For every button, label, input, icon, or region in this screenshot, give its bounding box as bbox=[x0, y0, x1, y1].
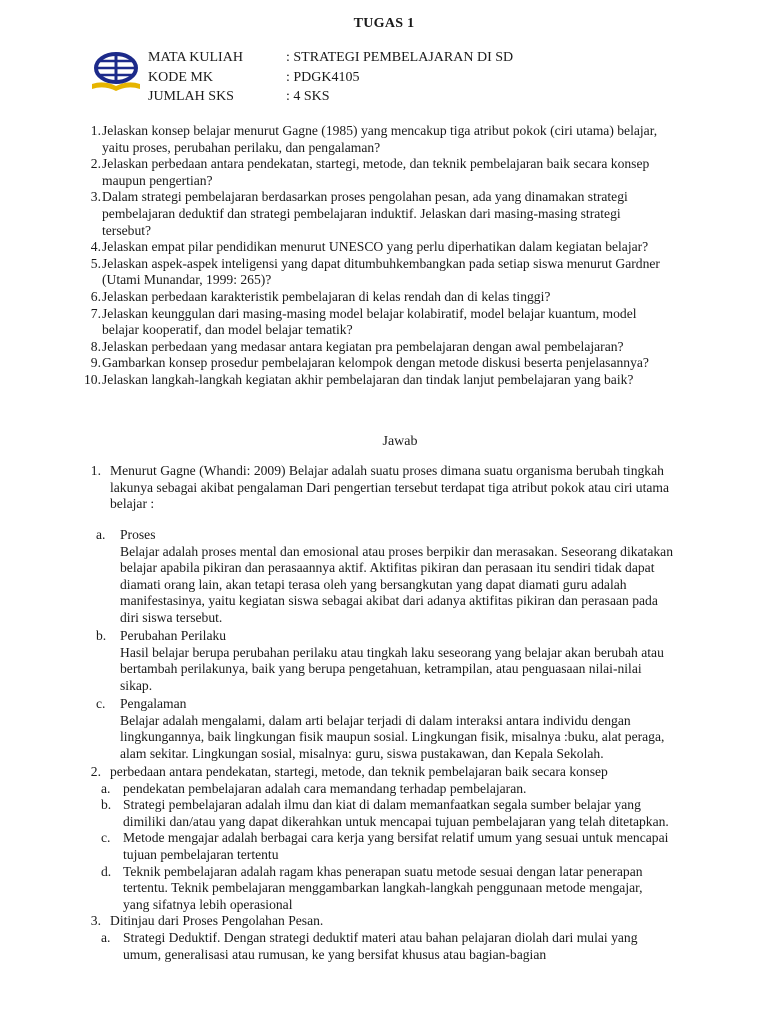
text-line: Jelaskan empat pilar pendidikan menurut UNESCO yang perlu diperhatikan dalam kegiatan belajar? bbox=[102, 239, 649, 255]
subitem-letter: c. bbox=[101, 830, 111, 846]
question-number: 7. bbox=[90, 305, 101, 321]
subitem-text bbox=[123, 781, 762, 798]
answer-text: perbedaan antara pendekatan, startegi, metode, dan teknik pembelajaran baik secara konsep bbox=[110, 764, 608, 779]
subitem-text bbox=[123, 864, 762, 914]
answer-subitem bbox=[101, 781, 762, 798]
question-text bbox=[102, 239, 750, 256]
question-item bbox=[78, 156, 750, 189]
question-text bbox=[102, 156, 750, 189]
text-line: Belajar adalah mengalami, dalam arti belajar terjadi di dalam interaksi antara individu dengan bbox=[120, 712, 631, 728]
text-line: pembelajaran deduktif dan strategi pembelajaran induktif. Jelaskan dari masing-masing strategi bbox=[102, 205, 621, 221]
text-line: diri siswa tersebut. bbox=[120, 609, 223, 625]
text-line: Hasil belajar berupa perubahan perilaku atau tingkah laku seseorang yang belajar akan berubah atau bbox=[120, 644, 664, 660]
subitem-text bbox=[123, 930, 762, 963]
answer-item bbox=[78, 463, 758, 513]
text-line: Teknik pembelajaran adalah ragam khas penerapan suatu metode sesuai dengan latar penerapan bbox=[123, 863, 643, 879]
answer-text bbox=[101, 463, 758, 513]
question-text bbox=[102, 123, 750, 156]
answer-subitem bbox=[101, 797, 762, 830]
text-line: Strategi Deduktif. Dengan strategi deduktif materi atau bahan pelajaran diolah dari mulai yang bbox=[123, 929, 638, 945]
question-item bbox=[78, 123, 750, 156]
subitem-letter: b. bbox=[101, 797, 112, 813]
course-info-label: JUMLAH SKS bbox=[148, 89, 234, 104]
text-line: Metode mengajar adalah berbagai cara kerja yang bersifat relatif umum yang sesuai untuk mencapai bbox=[123, 830, 669, 846]
university-logo bbox=[88, 50, 144, 94]
question-number: 2. bbox=[90, 156, 101, 172]
subitem-title: Perubahan Perilaku bbox=[120, 628, 227, 643]
text-line: Menurut Gagne (Whandi: 2009) Belajar adalah suatu proses dimana suatu organisma berubah tingkah bbox=[110, 463, 664, 478]
subitem-letter: a. bbox=[101, 929, 111, 945]
text-line: Jelaskan perbedaan antara pendekatan, startegi, metode, dan teknik pembelajaran baik secara konsep bbox=[102, 156, 650, 172]
subitem-letter: a. bbox=[96, 527, 106, 542]
question-text bbox=[102, 339, 750, 356]
subitem-body bbox=[96, 713, 766, 763]
course-info-value: : 4 SKS bbox=[286, 89, 330, 104]
text-line: tersebut? bbox=[102, 222, 152, 238]
course-info-row bbox=[148, 87, 513, 107]
subitem-letter: b. bbox=[96, 628, 107, 643]
question-number: 10. bbox=[84, 371, 101, 387]
subitem-text bbox=[123, 830, 762, 863]
text-line: dimiliki dan/atau yang dapat dikerahkan untuk mencapai tujuan pembelajaran yang telah ditetapkan. bbox=[123, 813, 669, 829]
subitem-letter: a. bbox=[101, 780, 111, 796]
text-line: Jelaskan aspek-aspek inteligensi yang dapat ditumbuhkembangkan pada setiap siswa menurut Gardner bbox=[102, 255, 660, 271]
subitem-letter: d. bbox=[101, 863, 112, 879]
subitem-heading bbox=[96, 527, 766, 544]
answer-2-and-3 bbox=[78, 764, 762, 963]
question-text bbox=[102, 372, 750, 389]
course-info-label: MATA KULIAH bbox=[148, 50, 243, 65]
question-number: 6. bbox=[90, 288, 101, 304]
course-info-row bbox=[148, 48, 513, 68]
subitem-text bbox=[123, 797, 762, 830]
course-info-value: : PDGK4105 bbox=[286, 69, 360, 85]
document-title: TUGAS 1 bbox=[353, 16, 415, 31]
answer-subitem bbox=[96, 696, 766, 762]
subitem-heading bbox=[96, 628, 766, 645]
question-text bbox=[102, 256, 750, 289]
answer-number: 2. bbox=[90, 764, 101, 779]
question-number: 1. bbox=[90, 123, 101, 138]
text-line: bertambah perilakunya, baik yang berupa pengetahuan, ketrampilan, atau penguasaan nilai-nilai bbox=[120, 661, 642, 677]
answer-number: 3. bbox=[90, 913, 101, 929]
answer-text: Ditinjau dari Proses Pengolahan Pesan. bbox=[110, 913, 324, 929]
text-line: Jelaskan langkah-langkah kegiatan akhir pembelajaran dan tindak lanjut pembelajaran yang baik? bbox=[102, 371, 634, 387]
question-item bbox=[78, 339, 750, 356]
course-info-label: KODE MK bbox=[148, 69, 213, 85]
text-line: manifestasinya, yaitu kegiatan siswa sebagai akibat dari adanya aktifitas pikiran dan perasaan pada bbox=[120, 593, 658, 609]
answer-number: 1. bbox=[90, 463, 101, 478]
text-line: Dalam strategi pembelajaran berdasarkan proses pengolahan pesan, ada yang dinamakan strategi bbox=[102, 189, 628, 205]
text-line: pendekatan pembelajaran adalah cara memandang terhadap pembelajaran. bbox=[123, 780, 527, 796]
text-line: maupun pengertian? bbox=[102, 172, 213, 188]
answer-subitem bbox=[101, 864, 762, 914]
text-line: tertentu. Teknik pembelajaran menggambarkan langkah-langkah penggunaan metode mengajar, bbox=[123, 880, 643, 896]
text-line: lakunya sebagai akibat pengalaman Dari pengertian tersebut terdapat tiga atribut pokok atau ciri utama bbox=[110, 479, 670, 495]
answer-item bbox=[78, 913, 762, 930]
text-line: (Utami Munandar, 1999: 265)? bbox=[102, 272, 272, 288]
question-number: 9. bbox=[90, 355, 101, 371]
question-number: 3. bbox=[90, 189, 101, 205]
answer-subitem bbox=[96, 628, 766, 694]
answer-subitem bbox=[101, 930, 762, 963]
subitem-body bbox=[96, 645, 766, 695]
text-line: Strategi pembelajaran adalah ilmu dan kiat di dalam memanfaatkan segala sumber belajar yang bbox=[123, 797, 641, 813]
question-item bbox=[78, 372, 750, 389]
text-line: tujuan pembelajaran tertentu bbox=[123, 846, 279, 862]
text-line: yang sifatnya lebih operasional bbox=[123, 896, 293, 912]
text-line: belajar apabila pikiran dan perasaannya aktif. Aktifitas pikiran dan perasaan itu sendiri tidak dapat bbox=[120, 560, 655, 576]
answer-subitem bbox=[101, 830, 762, 863]
text-line: sikap. bbox=[120, 677, 153, 693]
text-line: Gambarkan konsep prosedur pembelajaran kelompok dengan metode diskusi beserta penjelasannya? bbox=[102, 355, 649, 371]
text-line: Jelaskan konsep belajar menurut Gagne (1985) yang mencakup tiga atribut pokok (ciri utama) belajar, bbox=[102, 123, 658, 138]
question-item bbox=[78, 306, 750, 339]
course-info-value: : STRATEGI PEMBELAJARAN DI SD bbox=[286, 50, 514, 65]
text-line: lingkungannya, baik lingkungan fisik maupun sosial. Lingkungan fisik, misalnya :buku, alat peraga, bbox=[120, 729, 665, 745]
question-number: 8. bbox=[90, 338, 101, 354]
text-line: umum, generalisasi atau rumusan, ke yang bersifat khusus atau bagian-bagian bbox=[123, 946, 547, 962]
subitem-letter: c. bbox=[96, 696, 106, 711]
question-text bbox=[102, 289, 750, 306]
question-text bbox=[102, 306, 750, 339]
text-line: Belajar adalah proses mental dan emosional atau proses berpikir dan merasakan. Seseorang dikatakan bbox=[120, 543, 673, 559]
answer-subitem bbox=[96, 527, 766, 627]
text-line: Jelaskan perbedaan yang medasar antara kegiatan pra pembelajaran dengan awal pembelajaran? bbox=[102, 338, 624, 354]
text-line: belajar kooperatif, dan model belajar tematik? bbox=[102, 322, 353, 338]
question-item bbox=[78, 355, 750, 372]
answer-item bbox=[78, 764, 762, 781]
text-line: yaitu proses, perubahan perilaku, dan pengalaman? bbox=[102, 139, 381, 155]
text-line: Jelaskan keunggulan dari masing-masing model belajar kolabiratif, model belajar kuantum, model bbox=[102, 305, 637, 321]
question-item bbox=[78, 289, 750, 306]
course-info bbox=[148, 48, 513, 107]
subitem-title: Proses bbox=[120, 527, 156, 542]
text-line: diamati orang lain, akan tetapi terasa oleh yang bersangkutan yang dapat diamati guru adalah bbox=[120, 576, 627, 592]
question-number: 4. bbox=[90, 239, 101, 255]
text-line: belajar : bbox=[110, 496, 155, 512]
question-text bbox=[102, 189, 750, 239]
question-item bbox=[78, 256, 750, 289]
subitem-title: Pengalaman bbox=[120, 696, 187, 711]
answer-heading: Jawab bbox=[382, 434, 418, 449]
subitem-heading bbox=[96, 696, 766, 713]
question-item bbox=[78, 189, 750, 239]
question-list bbox=[78, 123, 750, 389]
course-info-row bbox=[148, 68, 513, 88]
question-text bbox=[102, 355, 750, 372]
subitem-body bbox=[96, 544, 766, 627]
question-number: 5. bbox=[90, 255, 101, 271]
question-item bbox=[78, 239, 750, 256]
text-line: alam sekitar. Lingkungan sosial, misalnya: guru, siswa pustakawan, dan Kepala Sekolah. bbox=[120, 745, 604, 761]
answer-1 bbox=[78, 463, 758, 513]
text-line: Jelaskan perbedaan karakteristik pembelajaran di kelas rendah dan di kelas tinggi? bbox=[102, 288, 551, 304]
